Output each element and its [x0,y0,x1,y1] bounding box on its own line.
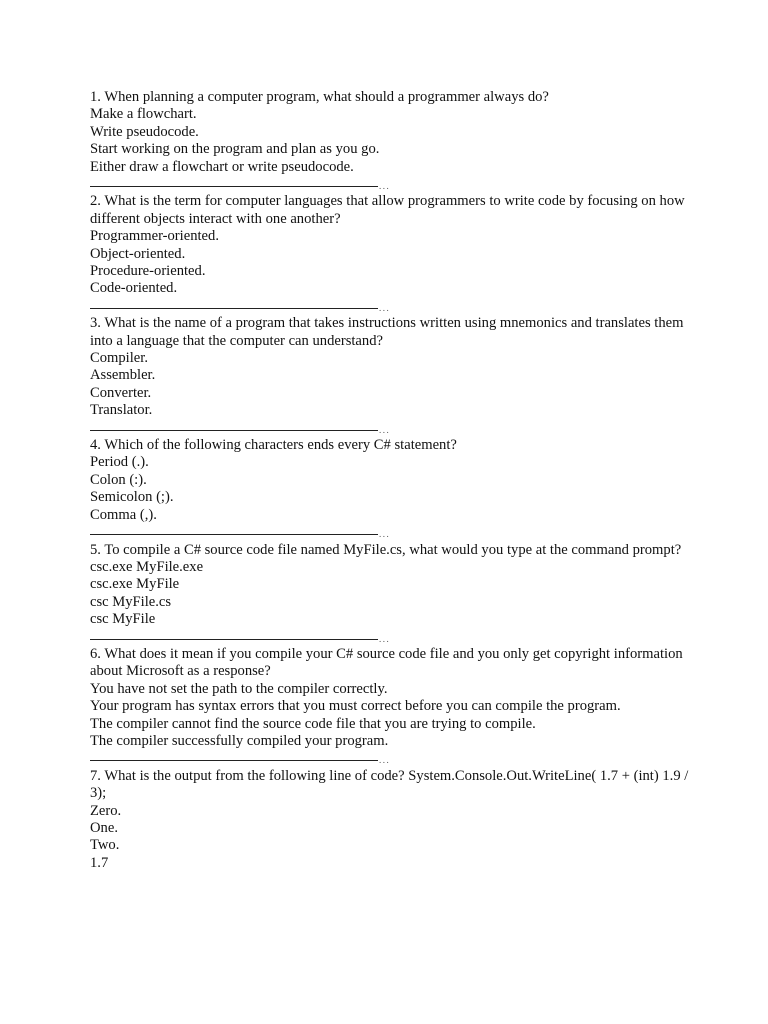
answer-option: Translator. [90,402,153,419]
answer-divider [90,629,390,646]
answer-option: 1.7 [90,854,109,871]
ellipsis-mark: ... [379,181,391,192]
answer-option: Start working on the program and plan as you go. [90,141,380,158]
answer-option: Two. [90,837,120,854]
answer-option: Comma (,). [90,506,157,523]
question-text: 4. Which of the following characters ends every C# statement? [90,437,457,454]
divider-line [90,186,378,187]
answer-option: Assembler. [90,367,156,384]
answer-option: Procedure-oriented. [90,263,206,280]
answer-option: Colon (:). [90,471,147,488]
answer-divider [90,524,390,541]
answer-option: csc MyFile [90,611,156,628]
answer-option: csc.exe MyFile [90,576,180,593]
answer-option: You have not set the path to the compiler correctly. [90,680,388,697]
answer-option: csc.exe MyFile.exe [90,558,204,575]
question-1 [90,89,690,176]
divider-line [90,534,378,535]
answer-option: Either draw a flowchart or write pseudocode. [90,158,354,175]
answer-option: Object-oriented. [90,245,186,262]
answer-divider [90,750,390,767]
question-text: 2. What is the term for computer languages that allow programmers to write code by focusing on how different objects interact with one another? [90,193,685,227]
ellipsis-mark: ... [379,302,391,313]
answer-divider [90,176,390,193]
question-text: 1. When planning a computer program, what should a programmer always do? [90,89,549,105]
answer-option: Code-oriented. [90,280,178,297]
ellipsis-mark: ... [379,755,391,766]
quiz-document [90,89,690,872]
divider-line [90,430,378,431]
answer-option: Programmer-oriented. [90,228,219,245]
question-text: 5. To compile a C# source code file named MyFile.cs, what would you type at the command prompt? [90,541,682,558]
answer-option: Converter. [90,384,152,401]
question-3 [90,315,690,419]
divider-line [90,308,378,309]
question-text: 6. What does it mean if you compile your C# source code file and you only get copyright information about Microsoft as a response? [90,645,683,680]
answer-divider [90,420,390,437]
ellipsis-mark: ... [379,424,391,435]
answer-option: The compiler successfully compiled your program. [90,732,389,749]
answer-option: One. [90,819,118,836]
answer-option: Semicolon (;). [90,489,174,506]
ellipsis-mark: ... [379,633,391,644]
question-text: 3. What is the name of a program that takes instructions written using mnemonics and translates them into a language that the computer can understand? [90,315,684,349]
question-2 [90,193,690,297]
answer-option: Make a flowchart. [90,106,197,123]
question-5 [90,542,690,629]
answer-option: csc MyFile.cs [90,593,172,610]
ellipsis-mark: ... [379,529,391,540]
question-6 [90,646,690,750]
divider-line [90,760,378,761]
answer-divider [90,298,390,315]
answer-option: Zero. [90,802,122,819]
question-4 [90,437,690,524]
answer-option: Period (.). [90,454,149,471]
answer-option: The compiler cannot find the source code file that you are trying to compile. [90,715,536,732]
answer-option: Compiler. [90,350,148,367]
question-7 [90,768,690,872]
answer-option: Your program has syntax errors that you must correct before you can compile the program. [90,698,621,715]
question-text: 7. What is the output from the following line of code? System.Console.Out.WriteLine( 1.7 + (int) 1.9 / 3); [90,767,689,802]
answer-option: Write pseudocode. [90,123,199,140]
divider-line [90,639,378,640]
